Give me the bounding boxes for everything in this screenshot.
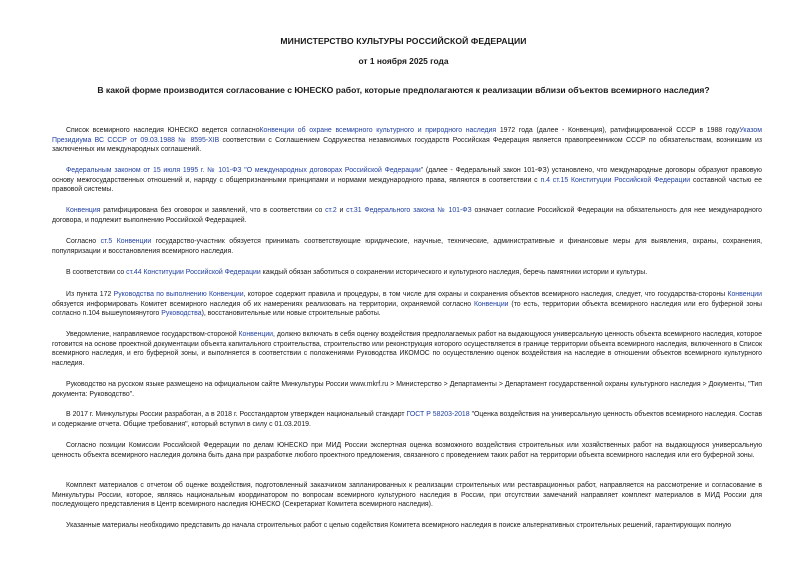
p6-text-1: Из пункта 172 (66, 291, 114, 298)
p9-text-1: В 2017 г. Минкультуры России разработан, а в 2018 г. Росстандартом утвержден национальный стандарт (66, 411, 407, 418)
paragraph-8 (52, 380, 762, 399)
p3-text-1: ратифицирована без оговорок и заявлений, что в соответствии со (100, 207, 326, 214)
p5-text-1: В соответствии со (66, 269, 127, 276)
link-convention-p6a[interactable]: Конвенции (727, 291, 762, 298)
link-art44-constitution[interactable]: ст.44 Конституции Российской Федерации (126, 269, 261, 276)
p7-text-1: Уведомление, направляемое государством-стороной (66, 331, 239, 338)
p7-text-2: , должно включать в себя оценку воздействия предполагаемых работ на выдающуюся универсальную ценность объекта всемирного наследия, которое готовится на основе проектной документации объекта капитального строительства, строительство или реконструкция которого осуществляется в границе территории объекта всемирного наследия, включенного в Список всемирного наследия, и его буферной зоны, и выполняется в соответствии с положениями Руководства ИКОМОС по осуществлению оценок воздействия на наследие в отношении объектов всемирного культурного наследия. (52, 331, 762, 367)
p1-text-3: соответствии с Соглашением Содружества независимых государств Российская Федерация является правопреемником СССР по обязательствам, возникшим из заключенных им международных соглашений. (52, 136, 762, 153)
document-date: от 1 ноября 2025 года (358, 56, 449, 66)
p2-text-2: составной частью ее правовой системы. (52, 176, 762, 193)
paragraph-4 (52, 237, 762, 256)
p4-text-2: государство-участник обязуется принимать соответствующие юридические, научные, технические, административные и финансовые меры для выявления, охраны, сохранения, популяризации и восстановления всемирного наследия. (52, 238, 762, 255)
p6-text-2: , которое содержит правила и процедуры, в том числе для охраны и сохранения объектов всемирного наследия, следует, что государства-стороны (243, 291, 728, 298)
paragraph-7 (52, 330, 762, 368)
p8-text-1: Руководство на русском языке размещено на официальном сайте Минкультуры России www.mkrf.ru > Министерство > Департаменты > Департамент государственной охраны культурного наследия > Документы, "Тип документа: Руководство". (52, 381, 762, 398)
p2-text-1: (далее - Федеральный закон 101-ФЗ) установлено, что международные договоры образуют правовую основу межгосударственных отношений и, наряду с общепризнанными принципами и нормами международного права, являются в соответствии с (52, 167, 762, 184)
link-art31-law-101[interactable]: ст.31 Федерального закона № 101-ФЗ (346, 207, 472, 214)
link-convention-p7[interactable]: Конвенции (238, 331, 274, 338)
paragraph-6 (52, 290, 762, 319)
link-convention-1972[interactable]: Конвенции об охране всемирного культурного и природного наследия (259, 127, 497, 134)
link-gost-58203-2018[interactable]: ГОСТ Р 58203-2018 (406, 411, 470, 418)
ministry-heading: МИНИСТЕРСТВО КУЛЬТУРЫ РОССИЙСКОЙ ФЕДЕРАЦИИ (280, 36, 527, 46)
paragraph-12 (52, 521, 762, 531)
link-operational-guidelines[interactable]: Руководства по выполнению Конвенции (113, 291, 244, 298)
paragraph-3 (52, 206, 762, 225)
paragraph-5 (52, 268, 762, 278)
paragraph-11 (52, 481, 762, 510)
paragraph-9 (52, 410, 762, 429)
p4-text-1: Согласно (66, 238, 101, 245)
p6-text-4: (то есть, территории объекта всемирного наследия или его буферной зоны согласно п.104 вышеупомянутого (52, 300, 762, 317)
link-convention-p3[interactable]: Конвенция (66, 207, 101, 214)
p3-text-2: и (336, 207, 347, 214)
p6-text-3: обязуется информировать Комитет всемирного наследия об их намерениях реализовать на территории, охраняемой согласно (52, 300, 474, 308)
p9-text-2: "Оценка воздействия на универсальную ценность объектов всемирного наследия. Состав и содержание отчета. Общие требования", который вступил в силу с 01.03.2019. (52, 411, 763, 428)
p12-text-1: Указанные материалы необходимо представить до начала строительных работ с целью содействия Комитета всемирного наследия в поиске альтернативных строительных решений, гарантирующих полную (66, 522, 732, 529)
link-decree-presidium[interactable]: Указом Президиума ВС СССР от 09.03.1988 № 8595-XIВ (52, 127, 762, 144)
paragraph-1 (52, 126, 762, 155)
link-constitution-p4-art15[interactable]: п.4 ст.15 Конституции Российской Федерации (540, 176, 691, 184)
question-title: В какой форме производится согласование с ЮНЕСКО работ, которые предполагаются к реализации вблизи объектов всемирного наследия? (97, 85, 710, 95)
p11-text-1: Комплект материалов с отчетом об оценке воздействия, подготовленный заказчиком запланированных к реализации строительных или реставрационных работ, направляется на рассмотрение и согласование в Минкультуры России, которое, являясь национальным координатором по вопросам всемирного культурного наследия в России, при отсутствии замечаний направляет комплект материалов в МИД России для последующего представления в Центр всемирного наследия ЮНЕСКО (Секретариат Комитета всемирного наследия). (52, 482, 762, 508)
p1-text-2: 1972 года (далее - Конвенция), ратифицированной СССР в 1988 году (496, 127, 740, 134)
p10-text-1: Согласно позиции Комиссии Российской Федерации по делам ЮНЕСКО при МИД России экспертная оценка возможного воздействия строительных или хозяйственных работ на выдающуюся универсальную ценность объекта всемирного наследия должна быть дана при разработке любого проектного предложения, связанного с проведением таких работ на территории объекта всемирного наследия или его буферной зоны. (52, 442, 762, 459)
link-art2[interactable]: ст.2 (325, 207, 337, 214)
link-guidelines[interactable]: Руководства (161, 310, 202, 317)
paragraph-10 (52, 441, 762, 460)
paragraph-2 (52, 166, 762, 195)
p6-text-5: ), восстановительные или новые строительные работы. (201, 310, 381, 317)
link-federal-law-101[interactable]: Федеральным законом от 15 июля 1995 г. № 101-ФЗ "О международных договорах Российской Федерации" (66, 167, 424, 174)
p1-text-1: Список всемирного наследия ЮНЕСКО ведется согласно (66, 127, 260, 134)
link-convention-p6b[interactable]: Конвенции (474, 300, 509, 308)
link-art5-convention[interactable]: ст.5 Конвенции (100, 238, 152, 245)
p3-text-3: означает согласие Российской Федерации на обязательность для нее международного договора, и подлежит выполнению Российской Федерацией. (52, 207, 763, 224)
p5-text-2: каждый обязан заботиться о сохранении исторического и культурного наследия, беречь памятники истории и культуры. (260, 269, 648, 276)
